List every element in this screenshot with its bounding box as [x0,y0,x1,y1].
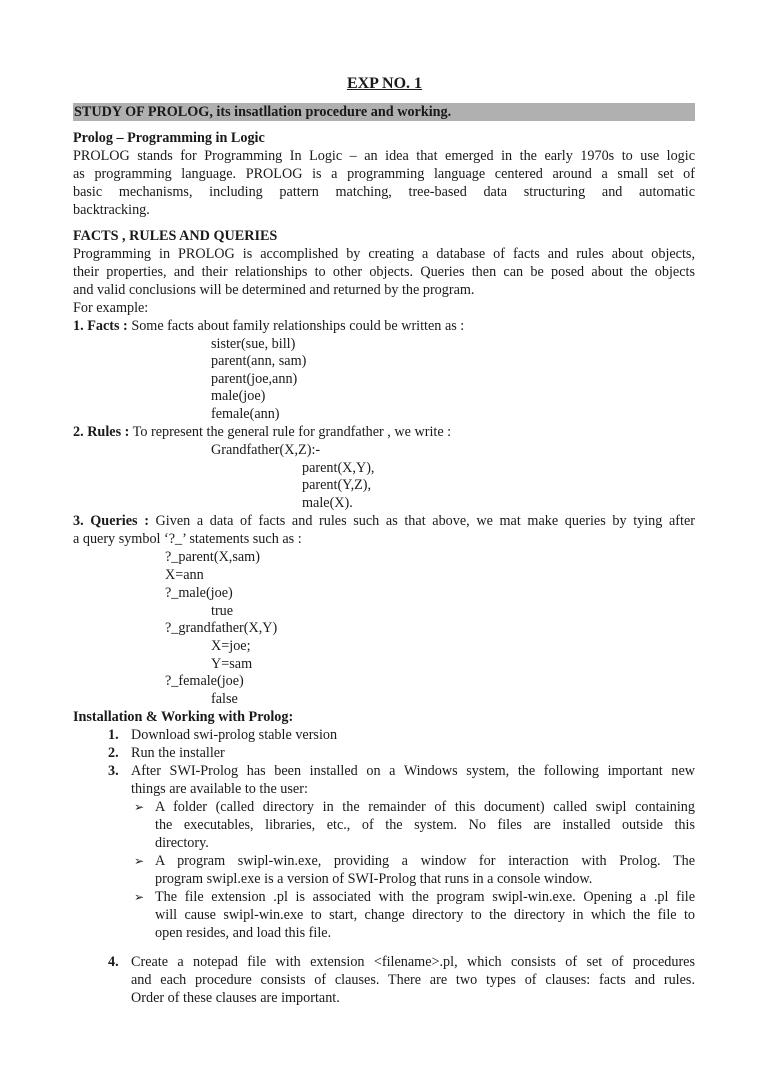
fact-item: male(joe) [211,388,266,404]
arrow-bullet-icon: ➢ [134,854,145,868]
step-text: and each procedure consists of clauses. There are two types of clauses: facts and rules. [131,972,695,988]
bullet-text: A program swipl-win.exe, providing a window for interaction with Prolog. The [155,853,695,869]
step-number: 1. [108,727,119,743]
step-number: 3. [108,763,119,779]
rules-intro: 2. Rules : To represent the general rule for grandfather , we write : [73,424,452,440]
step-text: Download swi-prolog stable version [131,727,338,743]
query-answer: false [211,691,238,707]
example-label: For example: [73,300,149,316]
bullet-text: the executables, libraries, etc., of the system. No files are installed outside this [155,817,695,833]
step-number: 4. [108,954,119,970]
bullet-text: A folder (called directory in the remainder of this document) called swipl containing [155,799,695,815]
queries-intro: 3. Queries : Given a data of facts and rules such as that above, we mat make queries by tying after [73,513,695,529]
query: ?_male(joe) [165,585,233,601]
fact-item: female(ann) [211,406,280,422]
arrow-bullet-icon: ➢ [134,800,145,814]
section-heading-installation: Installation & Working with Prolog: [73,709,294,725]
section-heading-prolog: Prolog – Programming in Logic [73,130,265,146]
rule-body-line: male(X). [302,495,353,511]
paragraph-line: basic mechanisms, including pattern matching, tree-based data structuring and automatic [73,184,695,200]
bullet-text: open resides, and load this file. [155,925,332,941]
bullet-text: directory. [155,835,209,851]
paragraph-line: and valid conclusions will be determined and returned by the program. [73,282,475,298]
query: ?_grandfather(X,Y) [165,620,278,636]
subtitle-bar: STUDY OF PROLOG, its insatllation procedure and working. [73,103,695,121]
paragraph-line: Programming in PROLOG is accomplished by creating a database of facts and rules about objects, [73,246,695,262]
arrow-bullet-icon: ➢ [134,890,145,904]
query: ?_female(joe) [165,673,244,689]
step-text: Create a notepad file with extension <filename>.pl, which consists of set of procedures [131,954,695,970]
query-answer: X=joe; [211,638,251,654]
bullet-text: The file extension .pl is associated with the program swipl-win.exe. Opening a .pl file [155,889,695,905]
facts-intro: 1. Facts : Some facts about family relationships could be written as : [73,318,465,334]
step-text: Order of these clauses are important. [131,990,340,1006]
rule-head: Grandfather(X,Z):- [211,442,321,458]
page-title: EXP NO. 1 [346,75,423,92]
bullet-text: program swipl.exe is a version of SWI-Prolog that runs in a console window. [155,871,593,887]
fact-item: parent(joe,ann) [211,371,298,387]
paragraph-line: as programming language. PROLOG is a programming language centered around a small set of [73,166,695,182]
paragraph-line: their properties, and their relationships to other objects. Queries then can be posed about the objects [73,264,695,280]
fact-item: parent(ann, sam) [211,353,307,369]
query-answer: true [211,603,234,619]
bullet-text: will cause swipl-win.exe to start, change directory to the directory in which the file to [155,907,695,923]
step-text: After SWI-Prolog has been installed on a Windows system, the following important new [131,763,695,779]
step-text: things are available to the user: [131,781,308,797]
step-text: Run the installer [131,745,225,761]
queries-intro-cont: a query symbol ‘?_’ statements such as : [73,531,302,547]
fact-item: sister(sue, bill) [211,336,296,352]
query-answer: Y=sam [211,656,253,672]
query-answer: X=ann [165,567,204,583]
query: ?_parent(X,sam) [165,549,260,565]
section-heading-facts-rules-queries: FACTS , RULES AND QUERIES [73,228,278,244]
paragraph-line: PROLOG stands for Programming In Logic – an idea that emerged in the early 1970s to use logic [73,148,695,164]
paragraph-line: backtracking. [73,202,150,218]
rule-body-line: parent(Y,Z), [302,477,372,493]
rule-body-line: parent(X,Y), [302,460,375,476]
step-number: 2. [108,745,119,761]
